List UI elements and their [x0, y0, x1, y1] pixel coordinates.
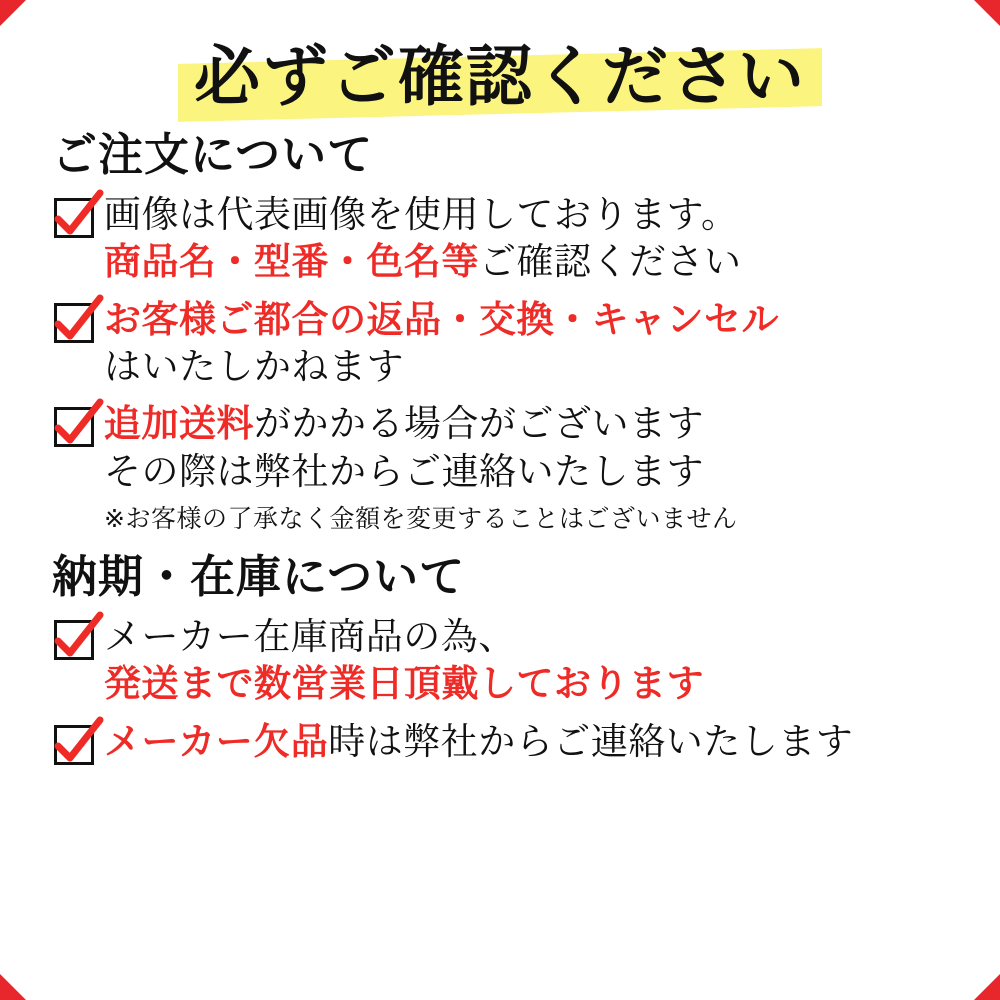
item-text-block: [104, 613, 960, 708]
emphasis-text: 追加送料: [104, 402, 254, 446]
body-text: メーカー在庫商品の為、: [104, 614, 516, 658]
sections-host: [40, 129, 960, 765]
checkbox[interactable]: [54, 303, 94, 343]
section-title: 納期・在庫について: [52, 550, 466, 604]
checkbox[interactable]: [54, 725, 94, 765]
checkbox[interactable]: [54, 198, 94, 238]
checklist-item: [54, 400, 960, 535]
item-line: [104, 660, 960, 707]
body-text: はいたしかねます: [104, 345, 404, 389]
checkmark-icon: [50, 398, 106, 454]
checklist-item: [54, 296, 960, 391]
item-line: [104, 400, 960, 447]
item-text-block: [104, 296, 960, 391]
item-line: [104, 343, 960, 390]
item-line: [104, 238, 960, 285]
body-text: がかかる場合がございます: [254, 402, 704, 446]
item-line: [104, 296, 960, 343]
emphasis-text: お客様ご都合の返品・交換・キャンセル: [104, 297, 779, 341]
checkmark-icon: [50, 294, 106, 350]
item-note: ※お客様の了承なく金額を変更することはございません: [104, 504, 738, 534]
item-text-block: [104, 191, 960, 286]
emphasis-text: 商品名・型番・色名等: [104, 240, 479, 284]
body-text: 時は弊社からご連絡いたします: [328, 719, 854, 763]
checkmark-icon: [50, 189, 106, 245]
checklist-item: [54, 191, 960, 286]
item-line: [104, 613, 960, 660]
checkbox[interactable]: [54, 620, 94, 660]
item-line: [104, 191, 960, 238]
item-text-block: [104, 718, 960, 765]
emphasis-text: 発送まで数営業日頂戴しております: [104, 662, 704, 706]
headline-block: [40, 40, 960, 115]
checkmark-icon: [50, 716, 106, 772]
checklist-item: [54, 613, 960, 708]
checkmark-icon: [50, 611, 106, 667]
item-line: [104, 718, 960, 765]
emphasis-text: メーカー欠品: [104, 719, 329, 763]
item-text-block: [104, 400, 960, 535]
body-text: ご確認ください: [479, 240, 742, 284]
page-title-text: 必ずご確認ください: [194, 38, 806, 115]
body-text: その際は弊社からご連絡いたします: [104, 449, 704, 493]
checkbox[interactable]: [54, 407, 94, 447]
section-title: ご注文について: [52, 128, 374, 182]
body-text: 画像は代表画像を使用しております。: [104, 193, 739, 237]
page-title: [184, 40, 816, 115]
checklist-item: [54, 718, 960, 765]
item-line: [104, 448, 960, 495]
